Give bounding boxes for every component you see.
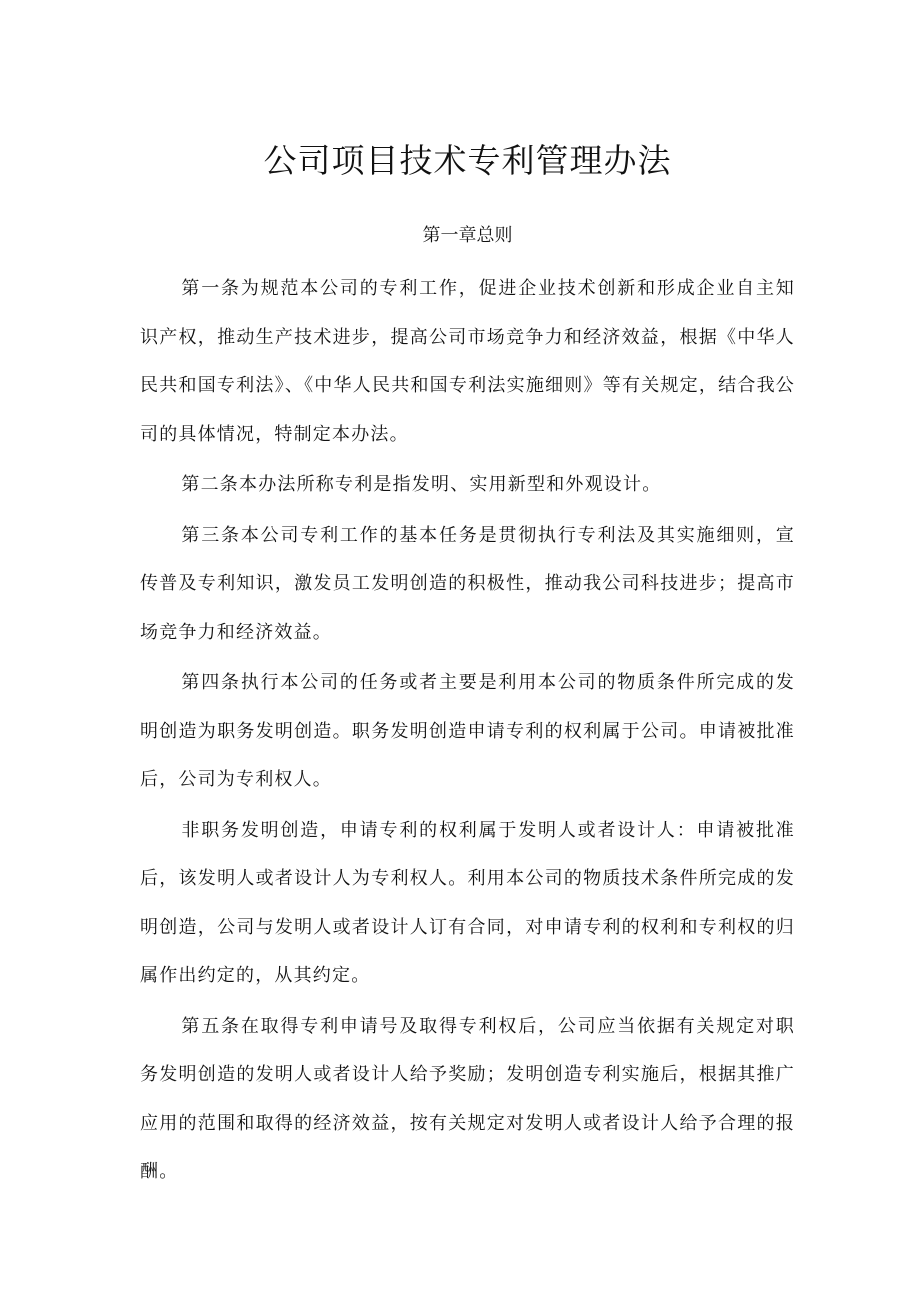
paragraph-non-service-invention: 非职务发明创造，申请专利的权利属于发明人或者设计人：申请被批准后，该发明人或者设计人为专利权人。利用本公司的物质技术条件所完成的发明创造，公司与发明人或者设计人订有合同，对申请专利的权利和专利权的归属作出约定的，从其约定。: [140, 819, 795, 986]
paragraph-article-5: 第五条在取得专利申请号及取得专利权后，公司应当依据有关规定对职务发明创造的发明人或者设计人给予奖励；发明创造专利实施后，根据其推广应用的范围和取得的经济效益，按有关规定对发明人或者设计人给予合理的报酬。: [140, 1015, 795, 1182]
paragraph-article-2: 第二条本办法所称专利是指发明、实用新型和外观设计。: [181, 474, 662, 495]
paragraph-article-1: 第一条为规范本公司的专利工作，促进企业技术创新和形成企业自主知识产权，推动生产技术进步，提高公司市场竞争力和经济效益，根据《中华人民共和国专利法》、《中华人民共和国专利法实施细则》等有关规定，结合我公司的具体情况，特制定本办法。: [140, 278, 795, 445]
paragraph-article-3: 第三条本公司专利工作的基本任务是贯彻执行专利法及其实施细则，宣传普及专利知识，激发员工发明创造的积极性，推动我公司科技进步；提高市场竞争力和经济效益。: [140, 524, 795, 643]
document-title: 公司项目技术专利管理办法: [263, 141, 672, 180]
paragraph-article-4: 第四条执行本公司的任务或者主要是利用本公司的物质条件所完成的发明创造为职务发明创造。职务发明创造申请专利的权利属于公司。申请被批准后，公司为专利权人。: [140, 672, 795, 790]
chapter-heading: 第一章总则: [422, 225, 513, 246]
document-body: [140, 265, 795, 1199]
